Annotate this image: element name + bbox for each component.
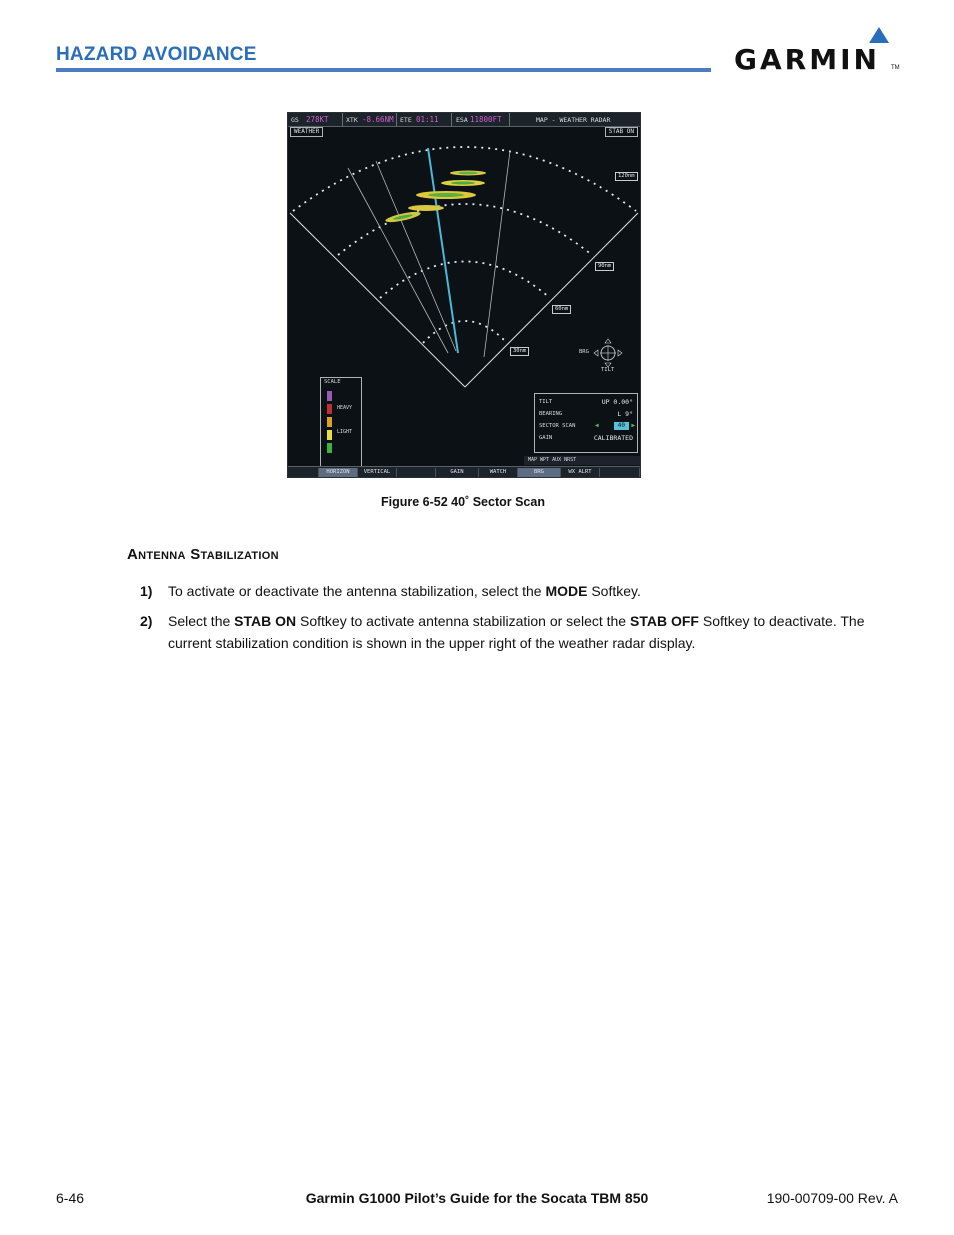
sector-scan-value[interactable]: 40 [614, 422, 629, 430]
ete-label: ETE [400, 116, 412, 124]
tilt-key: TILT [539, 399, 553, 405]
gs-value: 278KT [306, 115, 329, 124]
step-1-number: 1) [140, 583, 153, 599]
gain-value: CALIBRATED [593, 434, 633, 442]
scale-swatch-red [327, 404, 332, 414]
figure-caption: Figure 6-52 40˚ Sector Scan [381, 495, 545, 509]
page-title: MAP - WEATHER RADAR [536, 116, 611, 124]
color-scale-legend [320, 377, 362, 469]
logo-wordmark: GARMIN [734, 43, 880, 76]
sector-scan-key: SECTOR SCAN [539, 423, 576, 429]
esa-label: ESA [456, 116, 468, 124]
stab-off-softkey-ref: STAB OFF [630, 613, 699, 629]
range-label-outer: 120nm [615, 172, 638, 181]
section-title: HAZARD AVOIDANCE [56, 44, 257, 65]
softkey-gain[interactable]: GAIN [436, 468, 479, 477]
softkey-bar [288, 466, 640, 478]
section-subheading: Antenna Stabilization [127, 546, 279, 563]
radar-settings-box [534, 393, 638, 453]
softkey-watch[interactable]: WATCH [479, 468, 518, 477]
header-rule [56, 68, 711, 72]
sector-right-arrow-icon: ▶ [631, 422, 635, 429]
ete-value: 01:11 [416, 115, 439, 124]
brg-label: BRG [579, 349, 589, 355]
xtk-label: XTK [346, 116, 358, 124]
scale-light: LIGHT [337, 429, 353, 435]
scale-heavy: HEAVY [337, 405, 353, 411]
page-number: 6-46 [56, 1190, 85, 1206]
garmin-triangle-icon [868, 26, 890, 44]
tilt-value: UP 0.00° [601, 398, 633, 406]
softkey-1[interactable] [288, 468, 319, 477]
weather-radar-screen [287, 112, 641, 478]
step-2-text: Select the STAB ON Softkey to activate antenna stabilization or select the STAB OFF Softkey to deactivate. The current stabilization condition is shown in the upper right of the weather radar display. [168, 613, 865, 651]
page-group-strip: MAP WPT AUX NRST [524, 456, 640, 465]
step-2-number: 2) [140, 613, 153, 629]
bearing-key: BEARING [539, 411, 563, 417]
gain-key: GAIN [539, 435, 553, 441]
stab-status-label: STAB ON [605, 127, 638, 137]
scale-swatch-orange [327, 417, 332, 427]
softkey-vertical[interactable]: VERTICAL [358, 468, 397, 477]
mode-label: WEATHER [290, 127, 323, 137]
softkey-12[interactable] [600, 468, 640, 477]
scale-swatch-green [327, 443, 332, 453]
gs-label: GS [291, 116, 299, 124]
scale-swatch-magenta [327, 391, 332, 401]
bearing-value: L 9° [617, 410, 633, 418]
scale-title: SCALE [324, 379, 341, 385]
softkey-brg[interactable]: BRG [518, 468, 561, 477]
document-number: 190-00709-00 Rev. A [766, 1190, 898, 1206]
stab-on-softkey-ref: STAB ON [234, 613, 297, 629]
softkey-4[interactable] [397, 468, 436, 477]
range-label-third: 90nm [595, 262, 614, 271]
tilt-label: TILT [601, 367, 615, 373]
softkey-wx-alrt[interactable]: WX ALRT [561, 468, 600, 477]
range-label-inner: 30nm [510, 347, 529, 356]
scale-swatch-yellow [327, 430, 332, 440]
footer-title: Garmin G1000 Pilot’s Guide for the Socata TBM 850 [305, 1190, 649, 1206]
range-label-second: 60nm [552, 305, 571, 314]
xtk-value: -8.66NM [362, 115, 394, 124]
step-1-text: To activate or deactivate the antenna stabilization, select the MODE Softkey. [168, 583, 641, 599]
esa-value: 11800FT [470, 115, 502, 124]
softkey-horizon[interactable]: HORIZON [319, 468, 358, 477]
sector-left-arrow-icon: ◀ [595, 422, 599, 429]
mode-softkey-ref: MODE [545, 583, 588, 599]
logo-trademark: TM [891, 65, 900, 71]
